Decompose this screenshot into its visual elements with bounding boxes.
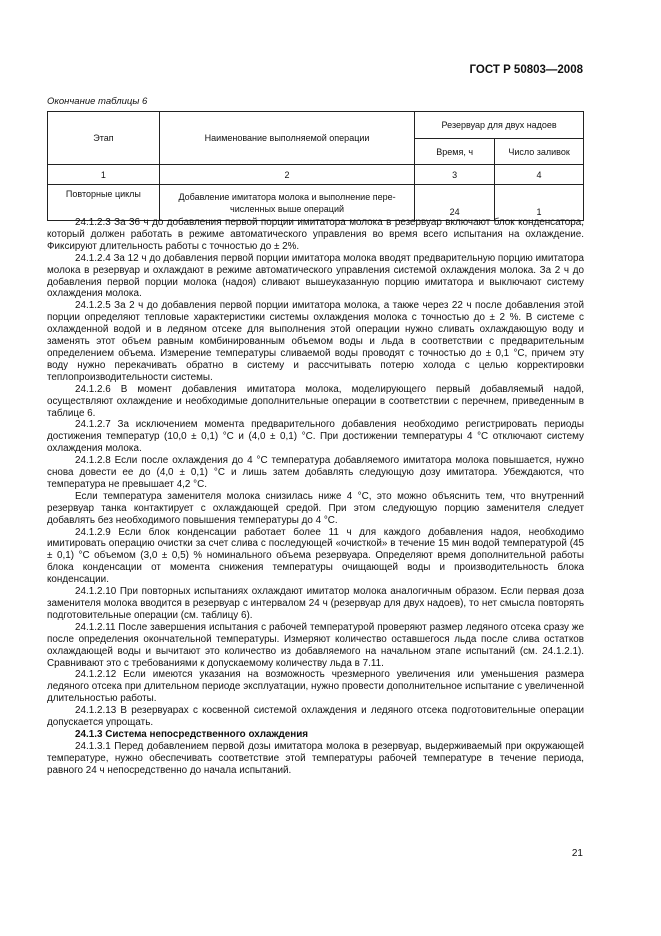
column-number: 1 (48, 165, 160, 185)
table-row (48, 185, 584, 221)
cell-fills: 1 (495, 185, 584, 221)
paragraph: 24.1.2.12 Если имеются указания на возможность чрезмерного увеличения или уменьшения размера ледяного отсека при длительном периоде эксплуатации, нужно провести дополнительное испытание с увеличенной длительностью работы. (47, 669, 584, 705)
paragraph: 24.1.2.11 После завершения испытания с рабочей температурой проверяют размер ледяного отсека сразу же после определения окончательной температуры. Измеряют количество оставшегося льда после слива остатков охлаждающей воды и вычитают это количество из добавляемого на начальном этапе испытаний (см. 24.1.2.1). Сравнивают это с требованиями к допускаемому количеству льда в 7.11. (47, 621, 584, 669)
header-tank-group: Резервуар для двух надоев (415, 112, 584, 139)
cell-time: 24 (415, 185, 495, 221)
standard-header: ГОСТ Р 50803—2008 (469, 64, 583, 76)
paragraph: 24.1.2.5 За 2 ч до добавления первой порции имитатора молока, а также через 22 ч после добавления этой порции определяют тепловые характеристики системы охлаждения молока с точностью до ± 2 %. В системе с охлажденной водой и в ледяном отсеке для выполнения этой операции нужно сливать охлаждающую воду и заменять этот объем равным комбинированным объемом воды и льда в соответствии с предварительным определением объема. Измерение температуры сливаемой воды проводят с точностью до ± 0,1 °С, причем эту воду нужно перекачивать обратно в систему и рассчитывать потерю холода с целью корректировки теплопроизводительности системы. (47, 300, 584, 383)
header-time: Время, ч (415, 139, 495, 165)
section-heading: 24.1.3 Система непосредственного охлаждения (75, 728, 309, 740)
paragraph: 24.1.2.3 За 36 ч до добавления первой порции имитатора молока в резервуар включают блок конденсатора, который должен работать в режиме автоматического управления во время всего испытания на охлаждение. Фиксируют длительность работы с точностью до ± 2%. (47, 217, 584, 252)
cell-operation (159, 185, 414, 221)
table-6 (47, 111, 584, 221)
cell-stage: Повторные циклы (48, 185, 160, 221)
header-operation: Наименование выполняемой операции (159, 112, 414, 165)
column-number: 2 (159, 165, 414, 185)
paragraph: 24.1.2.7 За исключением момента предварительного добавления необходимо регистрировать периоды достижения температур (10,0 ± 0,1) °С и (4,0 ± 0,1) °С. При достижении температуры 4 °С отключают систему охлаждения молока. (47, 419, 584, 455)
column-number: 4 (495, 165, 584, 185)
paragraph: 24.1.2.8 Если после охлаждения до 4 °С температура добавляемого имитатора молока повышается, нужно снова довести ее до (4,0 ± 0,1) °С и лишь затем добавлять следующую дозу имитатора. Убеждаются, что температура не превышает 4,2 °С. (47, 455, 584, 490)
header-fills: Число заливок (495, 139, 584, 165)
paragraph: 24.1.2.4 За 12 ч до добавления первой порции имитатора молока вводят предварительную порцию имитатора молока в резервуар и охлаждают в режиме автоматического управления системой охлаждения молока. За 2 ч до добавления первой порции молока (надоя) сливают вышеуказанную порцию имитатора и выключают систему охлаждения молока. (47, 252, 584, 300)
paragraph: 24.1.2.10 При повторных испытаниях охлаждают имитатор молока аналогичным образом. Если первая доза заменителя молока вводится в резервуар с интервалом 24 ч (резервуар для двух надоев), то нет смысла повторять подготовительные операции (см. таблицу 6). (47, 586, 584, 621)
paragraph: 24.1.2.6 В момент добавления имитатора молока, моделирующего первый добавляемый надой, осуществляют охлаждение и необходимые дополнительные операции в соответствии с перечнем, приведенным в таблице 6. (47, 383, 584, 419)
operation-line: Добавление имитатора молока и выполнение пере- (178, 191, 396, 202)
paragraph: 24.1.2.13 В резервуарах с косвенной системой охлаждения и ледяного отсека подготовительные операции допускается упрощать. (47, 705, 584, 729)
document-body (47, 217, 584, 777)
paragraph: 24.1.2.9 Если блок конденсации работает более 11 ч для каждого добавления надоя, необходимо имитировать операцию очистки за счет слива с последующей «очисткой» в течение 15 мин водой температурой (45 ± 0,1) °С объемом (3,0 ± 0,5) % номинального объема резервуара. Определяют время дополнительной работы блока конденсации от момента снижения температуры очищающей воды и производительность блока конденсации. (47, 526, 584, 586)
column-number: 3 (415, 165, 495, 185)
paragraph: 24.1.3.1 Перед добавлением первой дозы имитатора молока в резервуар, выдерживаемый при окружающей температуре, нужно обеспечивать соответствие этой температуры рабочей температуре в течение периода, равного 24 ч непосредственно до начала испытаний. (47, 740, 584, 776)
page-number: 21 (571, 848, 583, 859)
table-caption: Окончание таблицы 6 (47, 96, 148, 107)
operation-line: численных выше операций (230, 203, 345, 214)
header-stage: Этап (48, 112, 160, 165)
paragraph: Если температура заменителя молока снизилась ниже 4 °С, это можно объяснить тем, что внутренний резервуар танка контактирует с охлаждающей средой. При этом следующую порцию заменителя следует добавлять без необходимого повышения температуры до 4 °С. (47, 490, 584, 526)
